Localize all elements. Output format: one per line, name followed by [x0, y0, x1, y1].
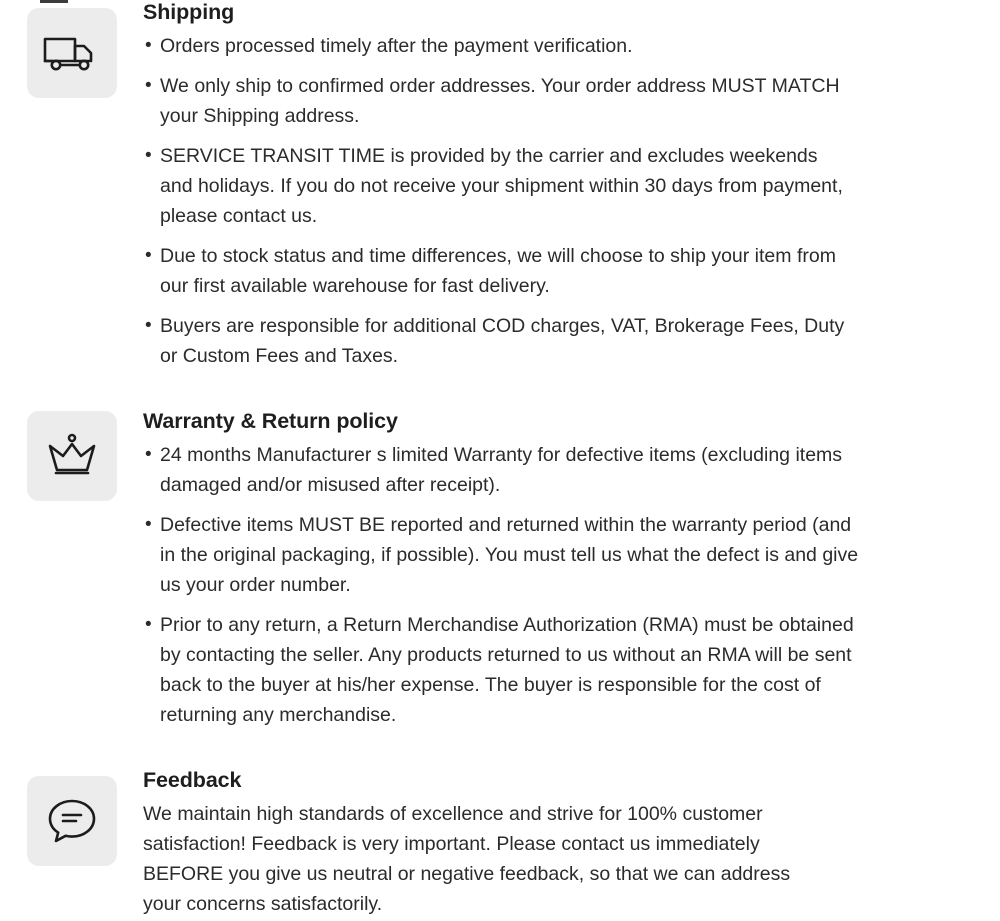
section-shipping-icon-column	[0, 0, 143, 98]
section-feedback-icon-column	[0, 768, 143, 866]
list-item: • Defective items MUST BE reported and returned within the warranty period (and in the original packaging, if possible). You must tell us what the defect is and give us your order number.	[143, 510, 860, 600]
section-warranty-body	[143, 409, 1000, 730]
warranty-bullet-list	[143, 440, 860, 730]
crown-icon	[27, 411, 117, 501]
section-feedback-body	[143, 768, 1000, 919]
feedback-paragraph: We maintain high standards of excellence and strive for 100% customer satisfaction! Feedback is very important. Please contact us immediately BEFORE you give us neutral or negative feedback, so that we can address your concerns satisfactorily.	[143, 803, 791, 915]
list-item: • We only ship to confirmed order addresses. Your order address MUST MATCH your Shipping address.	[143, 71, 850, 131]
list-item: • Prior to any return, a Return Merchandise Authorization (RMA) must be obtained by contacting the seller. Any products returned to us without an RMA will be sent back to the buyer at his/her expense. The buyer is responsible for the cost of returning any merchandise.	[143, 610, 860, 730]
page-title-shipping: Shipping	[143, 0, 235, 24]
section-feedback	[0, 730, 1000, 919]
delivery-truck-icon	[27, 8, 117, 98]
section-warranty	[0, 371, 1000, 730]
section-warranty-icon-column	[0, 409, 143, 501]
page-title-feedback: Feedback	[143, 768, 242, 792]
page-top-marker	[40, 0, 68, 3]
list-item: • SERVICE TRANSIT TIME is provided by the carrier and excludes weekends and holidays. If you do not receive your shipment within 30 days from payment, please contact us.	[143, 141, 850, 231]
section-shipping-body	[143, 0, 1000, 371]
list-item: • Due to stock status and time differences, we will choose to ship your item from our first available warehouse for fast delivery.	[143, 241, 850, 301]
list-item: • Buyers are responsible for additional COD charges, VAT, Brokerage Fees, Duty or Custom Fees and Taxes.	[143, 311, 850, 371]
list-item: • 24 months Manufacturer s limited Warranty for defective items (excluding items damaged and/or misused after receipt).	[143, 440, 860, 500]
speech-bubble-icon	[27, 776, 117, 866]
section-shipping	[0, 0, 1000, 371]
list-item: • Orders processed timely after the payment verification.	[143, 31, 850, 61]
page-title-warranty: Warranty & Return policy	[143, 409, 398, 433]
shipping-bullet-list	[143, 31, 850, 371]
